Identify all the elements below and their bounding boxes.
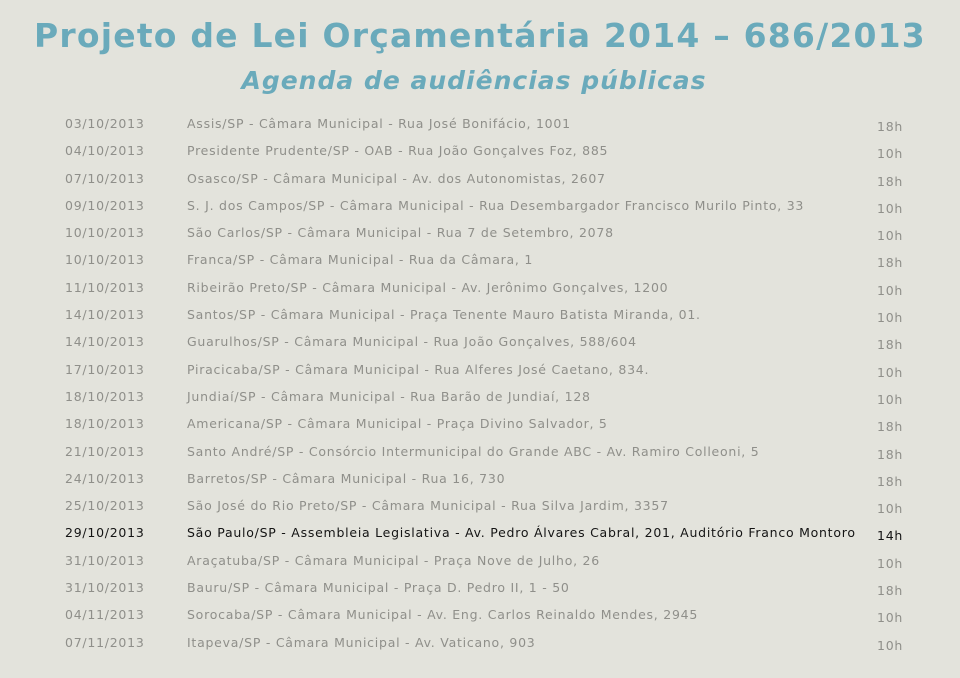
schedule-row	[0, 600, 960, 627]
hearing-time: 18h	[877, 473, 904, 489]
hearing-time: 10h	[877, 310, 904, 326]
hearing-date: 18/10/2013	[65, 388, 145, 404]
schedule-row	[0, 327, 960, 354]
hearing-location: Piracicaba/SP - Câmara Municipal - Rua Alferes José Caetano, 834.	[187, 361, 650, 377]
hearing-time: 10h	[877, 200, 904, 216]
hearing-time: 18h	[877, 119, 904, 134]
hearing-schedule	[0, 109, 960, 655]
hearing-location: Santo André/SP - Consórcio Intermunicipal do Grande ABC - Av. Ramiro Colleoni, 5	[187, 443, 760, 459]
schedule-row	[0, 273, 960, 300]
hearing-location: Araçatuba/SP - Câmara Municipal - Praça Nove de Julho, 26	[187, 552, 600, 568]
schedule-row	[0, 464, 960, 491]
hearing-location: Assis/SP - Câmara Municipal - Rua José Bonifácio, 1001	[187, 116, 571, 131]
hearing-date: 25/10/2013	[65, 498, 145, 514]
hearing-date: 31/10/2013	[65, 552, 145, 568]
hearing-location: São José do Rio Preto/SP - Câmara Municipal - Rua Silva Jardim, 3357	[187, 498, 669, 514]
schedule-row	[0, 218, 960, 245]
hearing-location: Franca/SP - Câmara Municipal - Rua da Câmara, 1	[187, 252, 534, 268]
schedule-row	[0, 382, 960, 409]
schedule-row	[0, 409, 960, 436]
hearing-location: Guarulhos/SP - Câmara Municipal - Rua João Gonçalves, 588/604	[187, 334, 637, 350]
hearing-date: 07/11/2013	[65, 634, 145, 650]
hearing-date: 18/10/2013	[65, 416, 145, 432]
hearing-location: Itapeva/SP - Câmara Municipal - Av. Vaticano, 903	[187, 634, 536, 650]
hearing-time: 18h	[877, 173, 904, 189]
hearing-location: Osasco/SP - Câmara Municipal - Av. dos Autonomistas, 2607	[187, 170, 606, 186]
hearing-time: 10h	[877, 637, 904, 653]
schedule-row	[0, 491, 960, 518]
schedule-row	[0, 355, 960, 382]
hearing-date: 14/10/2013	[65, 307, 145, 323]
schedule-row	[0, 136, 960, 163]
schedule-row	[0, 245, 960, 272]
hearing-location: Sorocaba/SP - Câmara Municipal - Av. Eng. Carlos Reinaldo Mendes, 2945	[187, 607, 699, 623]
hearing-date: 10/10/2013	[65, 225, 145, 241]
hearing-time: 18h	[877, 419, 904, 435]
schedule-row	[0, 573, 960, 600]
hearing-time: 10h	[877, 364, 904, 380]
hearing-date: 03/10/2013	[65, 116, 145, 131]
hearing-date: 04/10/2013	[65, 143, 145, 159]
hearing-time: 10h	[877, 146, 904, 162]
hearing-date: 21/10/2013	[65, 443, 145, 459]
hearing-time: 10h	[877, 391, 904, 407]
hearing-time: 10h	[877, 610, 904, 626]
hearing-location: Bauru/SP - Câmara Municipal - Praça D. Pedro II, 1 - 50	[187, 580, 570, 596]
schedule-row	[0, 546, 960, 573]
hearing-time: 18h	[877, 446, 904, 462]
hearing-time: 14h	[877, 528, 904, 544]
hearing-location: Santos/SP - Câmara Municipal - Praça Tenente Mauro Batista Miranda, 01.	[187, 307, 701, 323]
hearing-time: 10h	[877, 501, 904, 517]
hearing-date: 11/10/2013	[65, 279, 145, 295]
schedule-row	[0, 109, 960, 136]
hearing-date: 24/10/2013	[65, 470, 145, 486]
hearing-time: 18h	[877, 337, 904, 353]
hearing-location: Barretos/SP - Câmara Municipal - Rua 16, 730	[187, 470, 506, 486]
hearing-time: 18h	[877, 583, 904, 599]
schedule-row	[0, 628, 960, 655]
hearing-date: 31/10/2013	[65, 580, 145, 596]
hearing-date: 10/10/2013	[65, 252, 145, 268]
hearing-location: S. J. dos Campos/SP - Câmara Municipal - Rua Desembargador Francisco Murilo Pinto, 33	[187, 197, 805, 213]
hearing-location: Americana/SP - Câmara Municipal - Praça Divino Salvador, 5	[187, 416, 608, 432]
schedule-row	[0, 191, 960, 218]
hearing-date: 29/10/2013	[65, 525, 145, 541]
hearing-time: 10h	[877, 282, 904, 298]
hearing-date: 04/11/2013	[65, 607, 145, 623]
hearing-time: 10h	[877, 228, 904, 244]
hearing-location: Presidente Prudente/SP - OAB - Rua João Gonçalves Foz, 885	[187, 143, 609, 159]
schedule-row	[0, 437, 960, 464]
hearing-date: 17/10/2013	[65, 361, 145, 377]
page-subtitle: Agenda de audiências públicas	[241, 66, 707, 95]
hearing-date: 09/10/2013	[65, 197, 145, 213]
hearing-location: Jundiaí/SP - Câmara Municipal - Rua Barão de Jundiaí, 128	[187, 388, 591, 404]
hearing-location: Ribeirão Preto/SP - Câmara Municipal - Av. Jerônimo Gonçalves, 1200	[187, 279, 669, 295]
hearing-location: São Paulo/SP - Assembleia Legislativa - Av. Pedro Álvares Cabral, 201, Auditório Franco Montoro	[187, 525, 856, 541]
schedule-row	[0, 164, 960, 191]
hearing-date: 14/10/2013	[65, 334, 145, 350]
schedule-row	[0, 300, 960, 327]
page-title: Projeto de Lei Orçamentária 2014 – 686/2013	[34, 16, 926, 55]
hearing-date: 07/10/2013	[65, 170, 145, 186]
hearing-location: São Carlos/SP - Câmara Municipal - Rua 7 de Setembro, 2078	[187, 225, 614, 241]
schedule-row-highlighted	[0, 518, 960, 545]
hearing-time: 18h	[877, 255, 904, 271]
hearing-time: 10h	[877, 555, 904, 571]
